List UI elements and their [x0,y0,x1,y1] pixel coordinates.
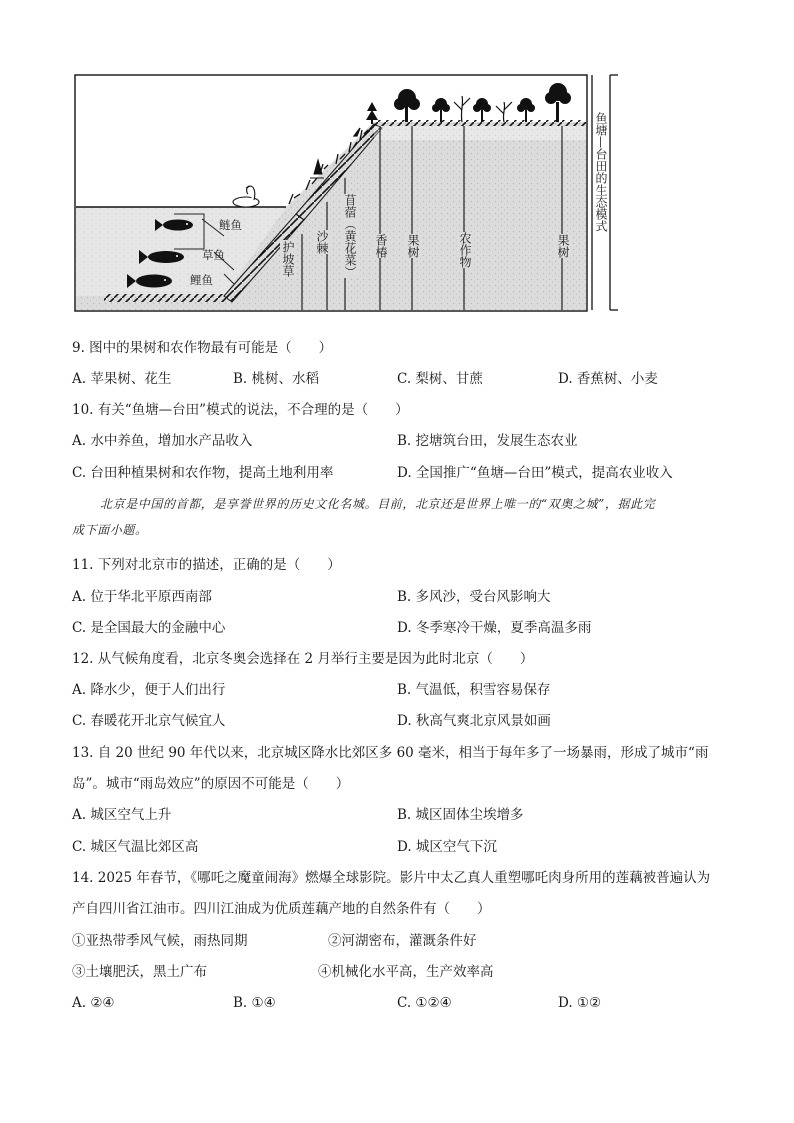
q11-option-b[interactable]: B. 多风沙，受台风影响大 [397,589,551,605]
q14-stem-line-2: 产自四川省江油市。四川江油成为优质莲藕产地的自然条件有（ ） [72,901,491,917]
q14-condition-3: ③土壤肥沃，黑土广布 [72,964,207,980]
q14-option-b[interactable]: B. ①④ [233,995,276,1011]
plant-label-alfalfa: 苜蓿（黄花菜） [343,194,357,278]
q12-option-d[interactable]: D. 秋高气爽北京风景如画 [397,713,551,729]
q14-option-d[interactable]: D. ①② [558,995,602,1011]
q11-option-c[interactable]: C. 是全国最大的金融中心 [72,620,226,636]
q9-stem: 9. 图中的果树和农作物最有可能是（ ） [72,340,333,356]
q10-option-a[interactable]: A. 水中养鱼，增加水产品收入 [72,433,253,449]
q14-condition-4: ④机械化水平高，生产效率高 [318,964,494,980]
plant-label-fruit-tree-1: 果树 [406,234,420,258]
q14-condition-2: ②河湖密布，灌溉条件好 [328,933,477,949]
q13-stem-line-1: 13. 自 20 世纪 90 年代以来，北京城区降水比郊区多 60 毫米，相当于每年多了一场暴雨，形成了城市“雨 [72,745,709,761]
plant-label-sandthorn: 沙棘 [315,230,329,254]
q11-option-d[interactable]: D. 冬季寒冷干燥，夏季高温多雨 [397,620,592,636]
fish-pond-terrace-figure [74,74,618,314]
q12-stem: 12. 从气候角度看，北京冬奥会选择在 2 月举行主要是因为此时北京（ ） [72,651,534,667]
plant-label-crops: 农作物 [458,232,472,268]
passage-line-1: 北京是中国的首都，是享誉世界的历史文化名城。目前，北京还是世界上唯一的“双奥之城”，据此完 [100,497,656,511]
q9-option-d[interactable]: D. 香蕉树、小麦 [558,371,658,387]
q14-option-a[interactable]: A. ②④ [72,995,115,1011]
q11-option-a[interactable]: A. 位于华北平原西南部 [72,589,212,605]
q11-stem: 11. 下列对北京市的描述，正确的是（ ） [72,557,341,573]
plant-label-slope-grass: 护坡草 [281,241,295,277]
q14-condition-1: ①亚热带季风气候，雨热同期 [72,933,248,949]
figure-side-title: 鱼塘—台田的生态模式 [594,112,608,232]
q10-option-b[interactable]: B. 挖塘筑台田，发展生态农业 [397,433,578,449]
fish-label-grass-carp: 草鱼 [202,248,225,262]
fish-label-common-carp: 鲤鱼 [190,273,213,287]
q14-option-c[interactable]: C. ①②④ [397,995,452,1011]
q12-option-a[interactable]: A. 降水少，便于人们出行 [72,682,226,698]
q10-stem: 10. 有关“鱼塘—台田”模式的说法，不合理的是（ ） [72,402,409,418]
passage-line-2: 成下面小题。 [72,523,148,537]
q9-option-a[interactable]: A. 苹果树、花生 [72,371,172,387]
q13-option-a[interactable]: A. 城区空气上升 [72,807,172,823]
plant-label-fruit-tree-2: 果树 [556,234,570,258]
q10-option-d[interactable]: D. 全国推广“鱼塘—台田”模式，提高农业收入 [397,465,673,481]
q9-option-b[interactable]: B. 桃树、水稻 [233,371,320,387]
q10-option-c[interactable]: C. 台田种植果树和农作物，提高土地利用率 [72,465,334,481]
plant-label-toona: 香椿 [374,234,388,258]
q14-stem-line-1: 14. 2025 年春节，《哪吒之魔童闹海》燃爆全球影院。影片中太乙真人重塑哪吒肉身所用的莲藕被普遍认为 [72,870,711,886]
q13-option-c[interactable]: C. 城区气温比郊区高 [72,839,199,855]
q12-option-c[interactable]: C. 春暖花开北京气候宜人 [72,713,226,729]
q13-stem-line-2: 岛”。城市“雨岛效应”的原因不可能是（ ） [72,776,350,792]
pond-bottom [104,294,229,302]
q13-option-b[interactable]: B. 城区固体尘埃增多 [397,807,524,823]
q9-option-c[interactable]: C. 梨树、甘蔗 [397,371,483,387]
q12-option-b[interactable]: B. 气温低，积雪容易保存 [397,682,551,698]
q13-option-d[interactable]: D. 城区空气下沉 [397,839,497,855]
fish-label-silver-carp: 鲢鱼 [219,218,242,232]
